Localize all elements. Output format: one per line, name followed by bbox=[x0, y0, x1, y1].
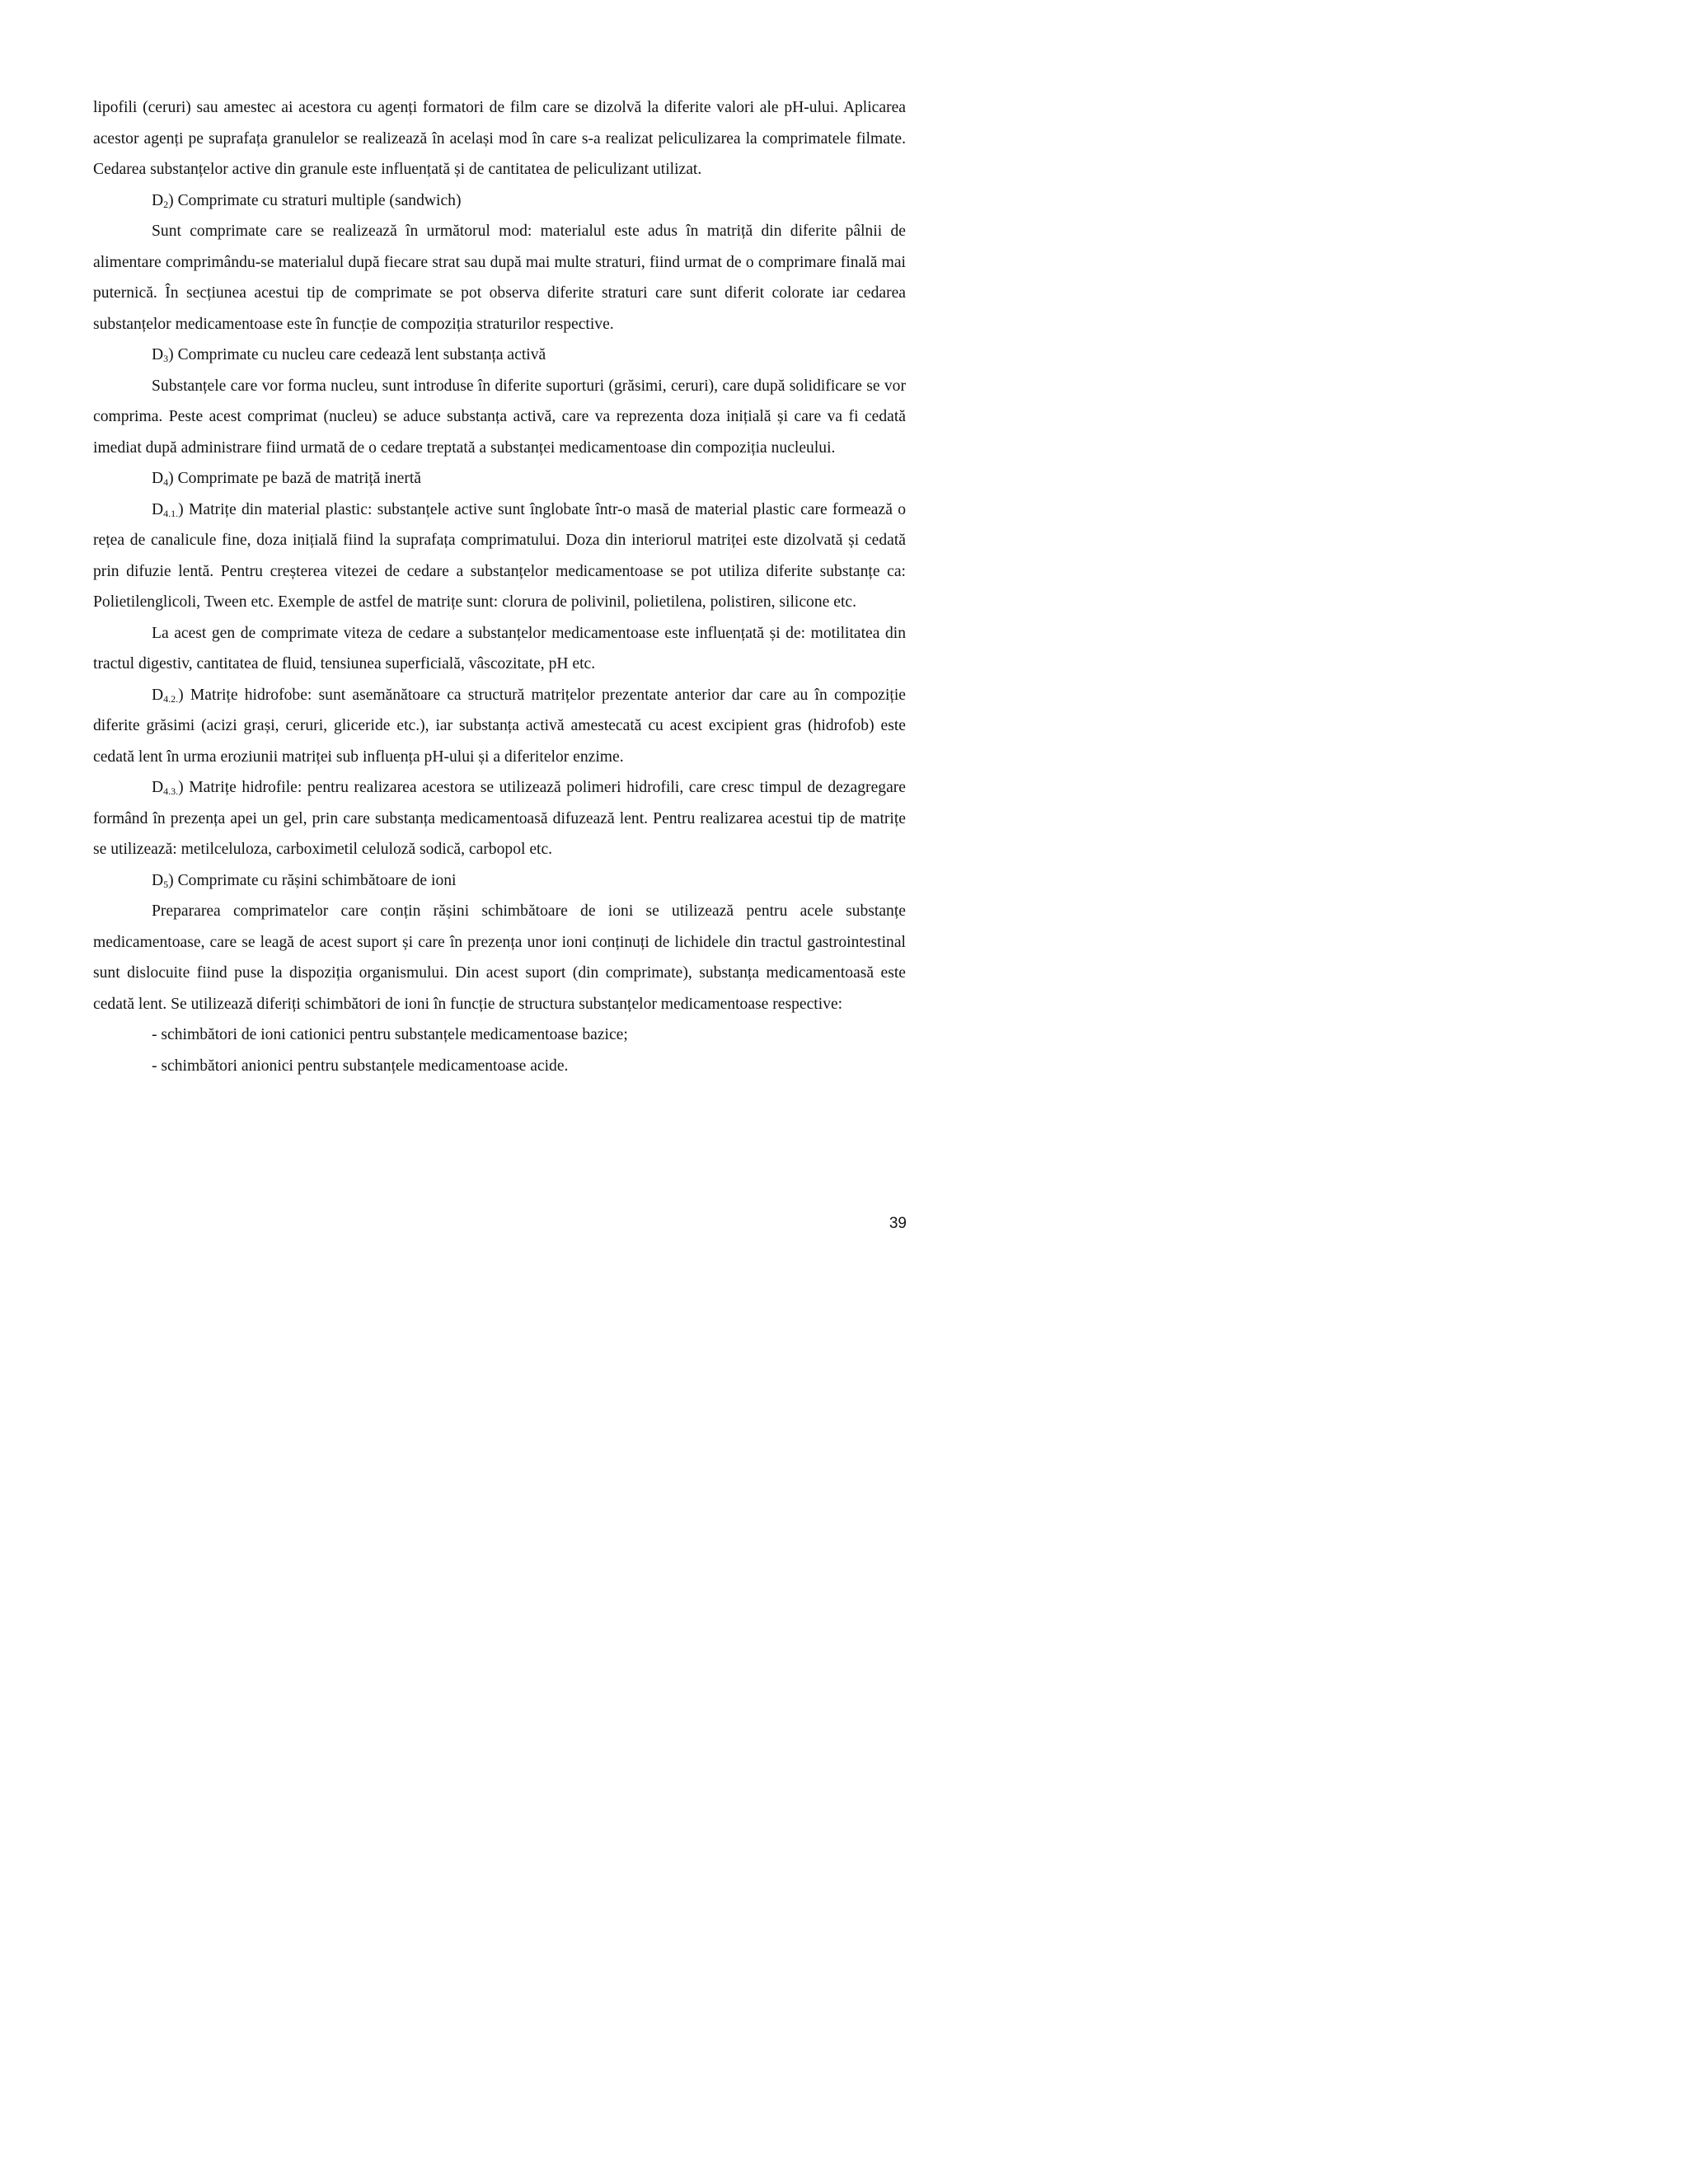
paragraph-text: ) Matrițe din material plastic: substanțele active sunt înglobate într-o masă de material plastic care formează o rețea de canalicule fine, doza inițială fiind la suprafața comprimatului. Doza din interiorul matriței este dizolvată și cedată prin difuzie lentă. Pentru creșterea vitezei de cedare a substanțelor medicamentoase se pot utiliza diferite substanțe ca: Polietilenglicoli, Tween etc. Exemple de astfel de matrițe sunt: clorura de polivinil, polietilena, polistiren, silicone etc. bbox=[93, 500, 906, 611]
heading-d4-inert-matrix bbox=[93, 463, 906, 494]
heading-d2-multilayer-tablets bbox=[93, 185, 906, 217]
heading-letter: D bbox=[152, 500, 164, 518]
heading-subscript: 4.1. bbox=[163, 507, 179, 519]
paragraph-ion-exchange: Prepararea comprimatelor care conțin rășini schimbătoare de ioni se utilizează pentru acele substanțe medicamentoase, care se leagă de acest suport și care în prezența unor ioni conținuți de lichidele din tractul gastrointestinal sunt dislocuite fiind puse la dispoziția organismului. Din acest suport (din comprimate), substanța medicamentoasă este cedată lent. Se utilizează diferiți schimbători de ioni în funcție de structura substanțelor medicamentoase respective: bbox=[93, 902, 906, 1013]
heading-d3-core-tablets bbox=[93, 340, 906, 371]
heading-subscript: 2 bbox=[163, 198, 169, 210]
heading-letter: D bbox=[152, 191, 164, 209]
heading-subscript: 4 bbox=[163, 476, 169, 488]
heading-subscript: 4.2. bbox=[163, 692, 179, 705]
heading-subscript: 5 bbox=[163, 878, 169, 890]
heading-title: ) Comprimate pe bază de matriță inertă bbox=[168, 470, 421, 487]
list-item-cationic: - schimbători de ioni cationici pentru substanțele medicamentoase bazice; bbox=[152, 1026, 628, 1043]
page-number: 39 bbox=[889, 1215, 907, 1232]
heading-d5-ion-exchange bbox=[93, 865, 906, 897]
paragraph-d41-plastic-matrix bbox=[93, 494, 906, 618]
heading-letter: D bbox=[152, 779, 164, 796]
paragraph-d43-hydrophilic-matrix bbox=[93, 772, 906, 865]
heading-letter: D bbox=[152, 470, 164, 487]
paragraph-coating-agents: lipofili (ceruri) sau amestec ai acestora cu agenți formatori de film care se dizolvă la diferite valori ale pH-ului. Aplicarea acestor agenți pe suprafața granulelor se realizează în același mod în care s-a realizat peliculizarea la comprimatele filmate. Cedarea substanțelor active din granule este influențată și de cantitatea de peliculizant utilizat. bbox=[93, 99, 906, 178]
list-item-anionic: - schimbători anionici pentru substanțele medicamentoase acide. bbox=[152, 1057, 569, 1075]
heading-title: ) Comprimate cu straturi multiple (sandwich) bbox=[168, 191, 462, 209]
heading-title: ) Comprimate cu nucleu care cedează lent substanța activă bbox=[168, 346, 546, 363]
heading-subscript: 3 bbox=[163, 353, 169, 364]
heading-letter: D bbox=[152, 686, 164, 704]
paragraph-d42-hydrophobic-matrix bbox=[93, 680, 906, 773]
heading-subscript: 4.3. bbox=[163, 785, 179, 797]
paragraph-multilayer: Sunt comprimate care se realizează în următorul mod: materialul este adus în matriță din diferite pâlnii de alimentare comprimându-se materialul după fiecare strat sau după mai multe straturi, fiind urmat de o comprimare finală mai puternică. În secțiunea acestui tip de comprimate se pot observa diferite straturi care sunt diferit colorate iar cedarea substanțelor medicamentoase este în funcție de compoziția straturilor respective. bbox=[93, 223, 906, 333]
paragraph-release-factors: La acest gen de comprimate viteza de cedare a substanțelor medicamentoase este influențată și de: motilitatea din tractul digestiv, cantitatea de fluid, tensiunea superficială, vâscozitate, pH etc. bbox=[93, 624, 906, 673]
paragraph-core: Substanțele care vor forma nucleu, sunt introduse în diferite suporturi (grăsimi, ceruri), care după solidificare se vor comprima. Peste acest comprimat (nucleu) se aduce substanța activă, care va reprezenta doza inițială și care va fi cedată imediat după administrare fiind urmată de o cedare treptată a substanței medicamentoase din compoziția nucleului. bbox=[93, 377, 906, 457]
heading-title: ) Comprimate cu rășini schimbătoare de ioni bbox=[168, 871, 457, 889]
paragraph-text: ) Matrițe hidrofile: pentru realizarea acestora se utilizează polimeri hidrofili, care cresc timpul de dezagregare formând în prezența apei un gel, prin care substanța medicamentoasă difuzează lent. Pentru realizarea acestui tip de matrițe se utilizează: metilceluloza, carboximetil celuloză sodică, carbopol etc. bbox=[93, 779, 906, 858]
heading-letter: D bbox=[152, 871, 164, 889]
document-page bbox=[93, 92, 906, 1081]
paragraph-text: ) Matrițe hidrofobe: sunt asemănătoare ca structură matrițelor prezentate anterior dar care au în compoziție diferite grăsimi (acizi grași, ceruri, gliceride etc.), iar substanța activă amestecată cu acest excipient gras (hidrofob) este cedată lent în urma eroziunii matriței sub influența pH-ului și a diferitelor enzime. bbox=[93, 686, 906, 766]
heading-letter: D bbox=[152, 346, 164, 363]
